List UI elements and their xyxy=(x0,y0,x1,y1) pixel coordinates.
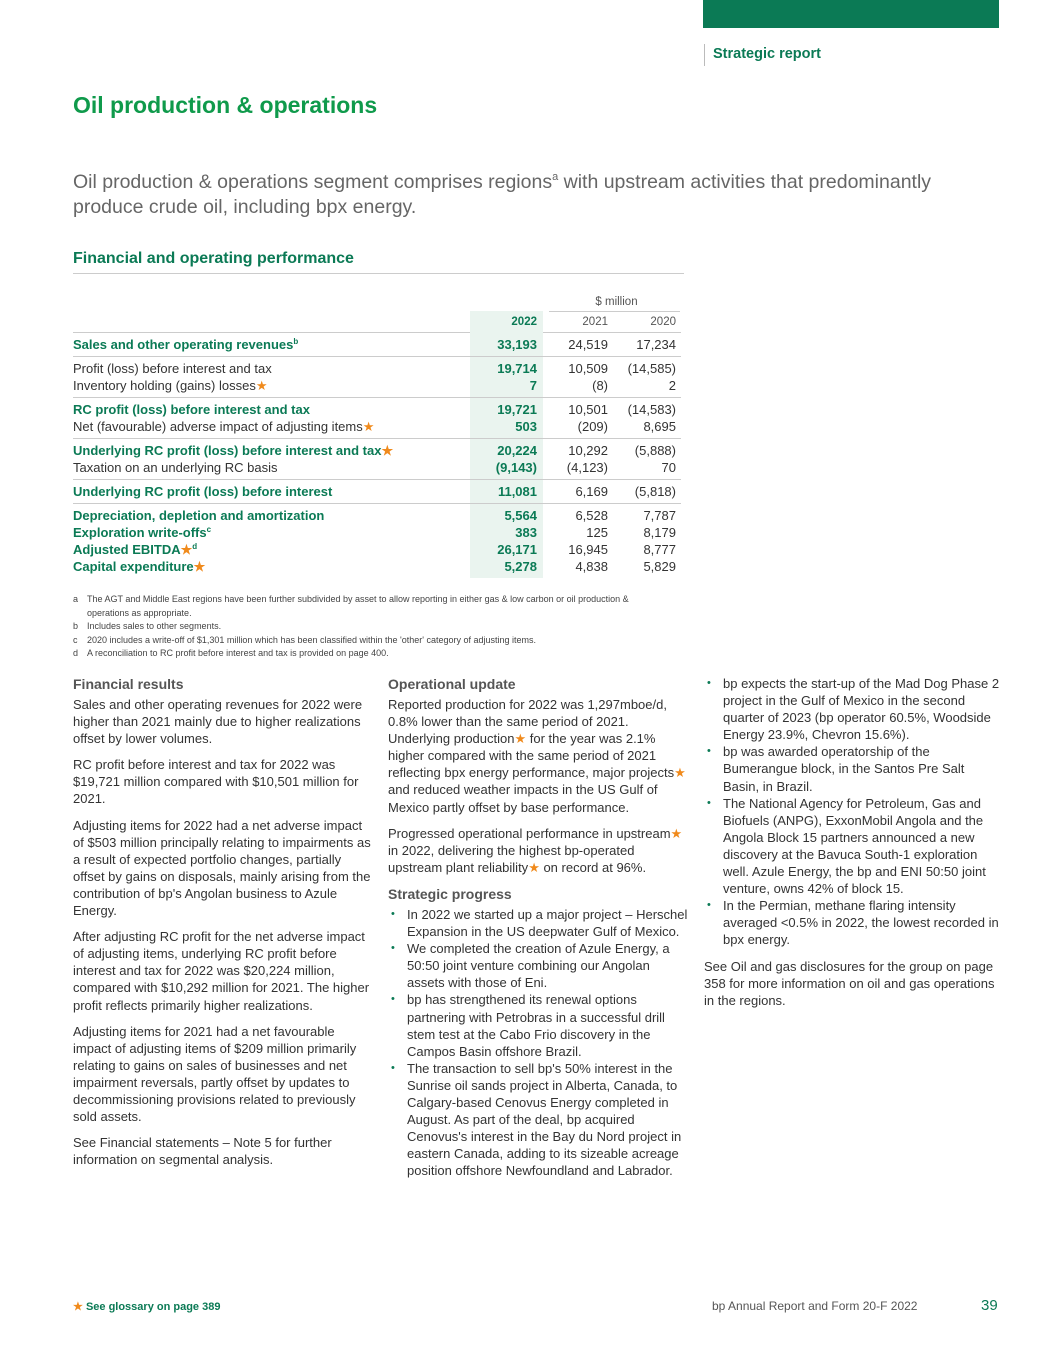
unit-label: $ million xyxy=(595,296,638,308)
financial-paragraph: See Financial statements – Note 5 for further information on segmental analysis. xyxy=(73,1135,332,1168)
footnote-text: The AGT and Middle East regions have been further subdivided by asset to allow reporting in either gas & low carbon or oil production & operations as appropriate. xyxy=(87,594,629,618)
footnotes xyxy=(73,593,673,661)
row-label-text: Profit (loss) before interest and tax xyxy=(73,361,272,376)
row-label xyxy=(73,558,205,575)
row-label-text: Underlying RC profit (loss) before interest xyxy=(73,484,333,499)
footnote-text: 2020 includes a write-off of $1,301 million which has been classified within the 'other' category of adjusting items. xyxy=(87,634,537,645)
row-label-text: Sales and other operating revenues xyxy=(73,337,294,352)
page-number: 39 xyxy=(981,1297,998,1314)
row-label-text: Depreciation, depletion and amortization xyxy=(73,508,325,523)
star-icon: ★ xyxy=(255,378,268,393)
value-2020: (14,585) xyxy=(627,361,676,376)
strategic-progress-heading: Strategic progress xyxy=(388,885,512,902)
list-item: • The National Agency for Petroleum, Gas and Biofuels (ANPG), ExxonMobil Angola and the Angola Block 15 partners announced a new discovery at the Bavuca South-1 exploration well. Azule Energy, the bp and ENI 50:50 joint venture, owns 42% of block 15. xyxy=(704,795,1004,898)
star-icon: ★ xyxy=(528,859,540,875)
list-item: • In the Permian, methane flaring intensity averaged <0.5% in 2022, the lowest recorded in bpx energy. xyxy=(704,897,1004,948)
star-icon: ★ xyxy=(674,765,686,781)
year-header-2020: 2020 xyxy=(650,316,676,328)
value-2022: 26,171 xyxy=(497,542,537,557)
strategic-progress-list-continued xyxy=(704,675,1004,949)
table-row xyxy=(73,401,681,418)
operational-update-heading: Operational update xyxy=(388,676,516,692)
row-label-text: Taxation on an underlying RC basis xyxy=(73,460,278,475)
value-2020: 70 xyxy=(661,460,676,475)
star-icon: ★ xyxy=(362,419,375,434)
row-label-text: Net (favourable) adverse impact of adjusting items xyxy=(73,419,363,434)
financial-table xyxy=(73,292,681,578)
value-2021: (4,123) xyxy=(566,460,608,475)
value-2022: (9,143) xyxy=(495,460,537,475)
value-2021: 125 xyxy=(586,525,608,540)
value-2022: 383 xyxy=(515,525,537,540)
operational-column xyxy=(388,675,688,1179)
table-row xyxy=(73,360,681,377)
table-heading: Financial and operating performance xyxy=(73,250,354,267)
value-2021: 10,501 xyxy=(568,402,608,417)
value-2020: 7,787 xyxy=(643,508,676,523)
row-label xyxy=(73,401,310,418)
footnote-key: a xyxy=(73,594,79,604)
financial-paragraph: Adjusting items for 2021 had a net favourable impact of adjusting items of $209 million primarily relating to gains on sales of businesses and net impairment reversals, partly offset by updates to decommissioning provisions related to previously sold assets. xyxy=(73,1023,357,1125)
value-2020: 8,179 xyxy=(643,525,676,540)
table-row xyxy=(73,418,681,435)
star-icon: ★ xyxy=(73,1301,83,1313)
operational-paragraph-1: Reported production for 2022 was 1,297mboe/d, 0.8% lower than the same period of 2021. Underlying production★ for the year was 2.1% higher compared with the same period of 2021 reflecting bpx energy performance, major projects★ and reduced weather impacts in the US Gulf of Mexico partly offset by base performance. xyxy=(388,697,686,815)
row-label-text: RC profit (loss) before interest and tax xyxy=(73,402,310,417)
value-2022: 19,714 xyxy=(497,361,537,376)
list-item: • bp has strengthened its renewal options partnering with Petrobras in a successful drill stem test at the Cabo Frio discovery in the Campos Basin offshore Brazil. xyxy=(388,991,688,1059)
value-2020: 8,695 xyxy=(643,419,676,434)
value-2021: 10,509 xyxy=(568,361,608,376)
value-2022: 33,193 xyxy=(497,337,537,352)
value-2022: 11,081 xyxy=(497,484,537,499)
page-title: Oil production & operations xyxy=(73,92,378,118)
row-label xyxy=(73,507,324,524)
row-label xyxy=(73,541,197,558)
table-group xyxy=(73,504,681,578)
footnote xyxy=(73,593,673,620)
value-2022: 503 xyxy=(515,419,537,434)
row-label xyxy=(73,483,332,500)
table-row xyxy=(73,442,681,459)
value-2020: 17,234 xyxy=(636,337,676,352)
row-label xyxy=(73,459,278,476)
table-row xyxy=(73,459,681,476)
financial-results-column xyxy=(73,675,373,1177)
row-label-text: Capital expenditure xyxy=(73,559,194,574)
footnote-key: c xyxy=(73,634,78,645)
table-group xyxy=(73,480,681,504)
star-icon: ★ xyxy=(670,825,683,841)
top-color-bar xyxy=(703,0,999,28)
financial-results-heading: Financial results xyxy=(73,676,184,692)
star-icon: ★ xyxy=(193,559,206,574)
table-row xyxy=(73,377,681,394)
glossary-link[interactable]: ★ See glossary on page 389 xyxy=(73,1301,221,1313)
value-2020: 8,777 xyxy=(643,542,676,557)
star-icon: ★ xyxy=(514,731,527,747)
table-group xyxy=(73,439,681,480)
footnote-key: d xyxy=(73,648,79,658)
table-row xyxy=(73,507,681,524)
row-label-text: Exploration write-offs xyxy=(73,525,207,540)
footnote-text: Includes sales to other segments. xyxy=(87,621,222,631)
table-row xyxy=(73,336,681,353)
row-label-text: Inventory holding (gains) losses xyxy=(73,378,256,393)
financial-paragraph: After adjusting RC profit for the net adverse impact of adjusting items, underlying RC profit before interest and tax for 2022 was $20,224 million, compared with $10,292 million for 2021. The higher profit reflects primarily higher realizations. xyxy=(73,929,370,1013)
value-2021: 6,169 xyxy=(575,484,608,499)
row-label xyxy=(73,377,267,394)
section-divider xyxy=(704,44,705,66)
footnote xyxy=(73,620,673,634)
footnote-text: A reconciliation to RC profit before interest and tax is provided on page 400. xyxy=(87,648,389,658)
star-icon: ★ xyxy=(180,542,193,557)
footnote-key: b xyxy=(73,621,79,631)
list-item: • We completed the creation of Azule Energy, a 50:50 joint venture combining our Angolan assets with those of Eni. xyxy=(388,940,688,991)
value-2022: 7 xyxy=(529,378,537,393)
row-label xyxy=(73,524,211,541)
table-row xyxy=(73,483,681,500)
financial-paragraph: RC profit before interest and tax for 2022 was $19,721 million compared with $10,501 million for 2021. xyxy=(73,757,359,807)
value-2022: 19,721 xyxy=(497,402,537,417)
heading-rule xyxy=(73,273,684,274)
financial-paragraph: Adjusting items for 2022 had a net adverse impact of $503 million principally relating to impairments as a result of expected portfolio changes, partially offset by gains on disposals, mainly arising from the contribution of bp's Angolan business to Azule Energy. xyxy=(73,817,371,919)
table-row xyxy=(73,558,681,575)
value-2021: (209) xyxy=(577,419,608,434)
value-2020: 2 xyxy=(668,378,676,393)
value-2020: (5,888) xyxy=(634,443,676,458)
financial-paragraph: Sales and other operating revenues for 2022 were higher than 2021 mainly due to higher realizations offset by lower volumes. xyxy=(73,697,363,747)
row-label xyxy=(73,418,374,435)
strategic-progress-list xyxy=(388,906,688,1180)
list-item: • The transaction to sell bp's 50% interest in the Sunrise oil sands project in Alberta, Canada, to Calgary-based Cenovus Energy completed in August. As part of the deal, bp acquired Cenovus's interest in the Bay du Nord project in eastern Canada, adding to its sizeable acreage position offshore Newfoundland and Labrador. xyxy=(388,1060,688,1180)
value-2021: 6,528 xyxy=(575,508,608,523)
value-2022: 5,278 xyxy=(504,559,537,574)
value-2021: 16,945 xyxy=(568,542,608,557)
table-group xyxy=(73,357,681,398)
value-2020: (14,583) xyxy=(627,402,676,417)
value-2022: 5,564 xyxy=(504,508,537,523)
list-item: • bp was awarded operatorship of the Bumerangue block, in the Santos Pre Salt Basin, in Brazil. xyxy=(704,743,1004,794)
year-header-2022: 2022 xyxy=(470,311,543,333)
table-header-row xyxy=(73,311,681,333)
table-row xyxy=(73,524,681,541)
section-label: Strategic report xyxy=(713,46,821,62)
operational-paragraph-2: Progressed operational performance in upstream★ in 2022, delivering the highest bp-operated upstream plant reliability★ on record at 96%. xyxy=(388,825,683,875)
star-icon: ★ xyxy=(381,443,394,458)
footnote xyxy=(73,647,673,661)
year-header-2021: 2021 xyxy=(582,316,608,328)
report-name: bp Annual Report and Form 20-F 2022 xyxy=(712,1299,918,1313)
footnote xyxy=(73,634,673,648)
strategic-progress-column-continued xyxy=(704,675,1004,1018)
value-2022: 20,224 xyxy=(497,443,537,458)
value-2020: 5,829 xyxy=(643,559,676,574)
table-group xyxy=(73,398,681,439)
value-2020: (5,818) xyxy=(634,484,676,499)
value-2021: 10,292 xyxy=(568,443,608,458)
table-group xyxy=(73,333,681,357)
value-2021: 24,519 xyxy=(568,337,608,352)
list-item: • bp expects the start-up of the Mad Dog Phase 2 project in the Gulf of Mexico in the second quarter of 2023 (bp operator 60.5%, Woodside Energy 23.9%, Chevron 15.6%). xyxy=(704,675,1004,743)
closing-paragraph: See Oil and gas disclosures for the group on page 358 for more information on oil and gas operations in the regions. xyxy=(704,958,995,1008)
footnote-ref: c xyxy=(206,525,212,534)
row-label-text: Underlying RC profit (loss) before interest and tax xyxy=(73,443,382,458)
row-label-text: Adjusted EBITDA xyxy=(73,542,181,557)
list-item: • In 2022 we started up a major project – Herschel Expansion in the US deepwater Gulf of Mexico. xyxy=(388,906,688,940)
row-label xyxy=(73,360,272,377)
row-label xyxy=(73,442,393,459)
intro-text: Oil production & operations segment comprises regions$^a$ with upstream activities that predominantly produce crude oil, including bpx energy. xyxy=(73,171,932,218)
value-2021: 4,838 xyxy=(575,559,608,574)
footnote-ref: d xyxy=(192,542,198,551)
footnote-ref: b xyxy=(293,337,299,346)
value-2021: (8) xyxy=(592,378,608,393)
table-row xyxy=(73,541,681,558)
row-label xyxy=(73,336,298,353)
